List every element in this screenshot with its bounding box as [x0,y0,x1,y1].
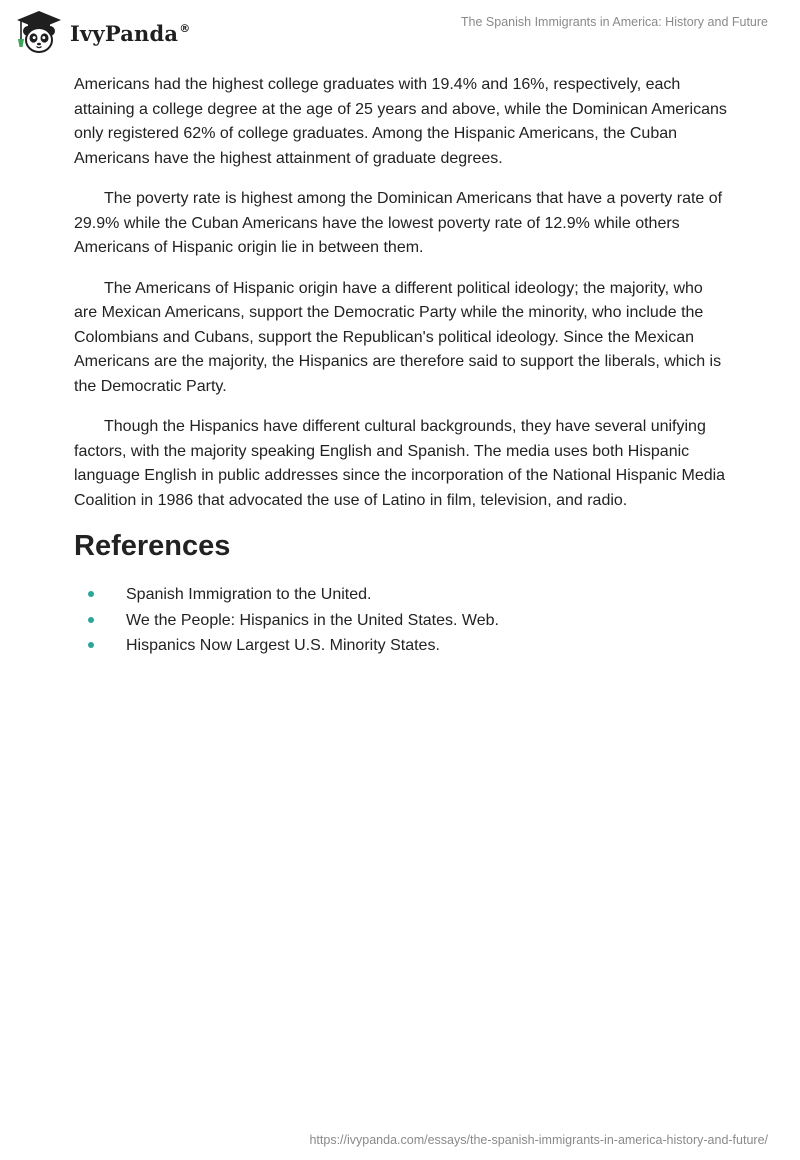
reference-item [74,608,730,634]
teal-dot-bullet-icon [88,642,94,648]
reference-text: We the People: Hispanics in the United States. Web. [126,611,499,629]
teal-dot-bullet-icon [88,591,94,597]
references-heading: References [74,530,231,562]
paragraph-politics: The Americans of Hispanic origin have a different political ideology; the majority, who are Mexican Americans, support the Democratic Party while the minority, who include the Colombians and Cubans, support the Republican's political ideology. Since the Mexican Americans are the majority, the Hispanics are therefore said to support the liberals, which is the Democratic Party. [74,279,722,395]
page-header [0,0,800,64]
reference-item [74,582,730,608]
logo-wordmark: IvyPanda® [70,20,191,46]
paragraph-language-media: Though the Hispanics have different cultural backgrounds, they have several unifying factors, with the majority speaking English and Spanish. The media uses both Hispanic language English in public addresses since the incorporation of the National Hispanic Media Coalition in 1986 that advocated the use of Latino in film, television, and radio. [74,418,726,509]
reference-text: Hispanics Now Largest U.S. Minority States. [126,637,440,654]
teal-dot-bullet-icon [88,617,94,623]
registered-mark: ® [179,21,191,35]
reference-text: Spanish Immigration to the United. [126,586,372,603]
reference-item [74,633,730,659]
document-title: The Spanish Immigrants in America: History and Future [460,15,768,29]
ivypanda-logo[interactable] [14,8,190,56]
panda-graduation-cap-icon [14,9,64,55]
essay-content [74,73,730,659]
paragraph-poverty: The poverty rate is highest among the Dominican Americans that have a poverty rate of 29.9% while the Cuban Americans have the lowest poverty rate of 12.9% while others Americans of Hispanic origin lie in between them. [74,190,723,256]
references-list [74,582,730,659]
paragraph-education: Americans had the highest college graduates with 19.4% and 16%, respectively, each attaining a college degree at the age of 25 years and above, while the Dominican Americans only registered 62% of college graduates. Among the Hispanic Americans, the Cuban Americans have the highest attainment of graduate degrees. [74,76,727,167]
footer-url-link[interactable]: https://ivypanda.com/essays/the-spanish-immigrants-in-america-history-and-future/ [309,1133,768,1147]
